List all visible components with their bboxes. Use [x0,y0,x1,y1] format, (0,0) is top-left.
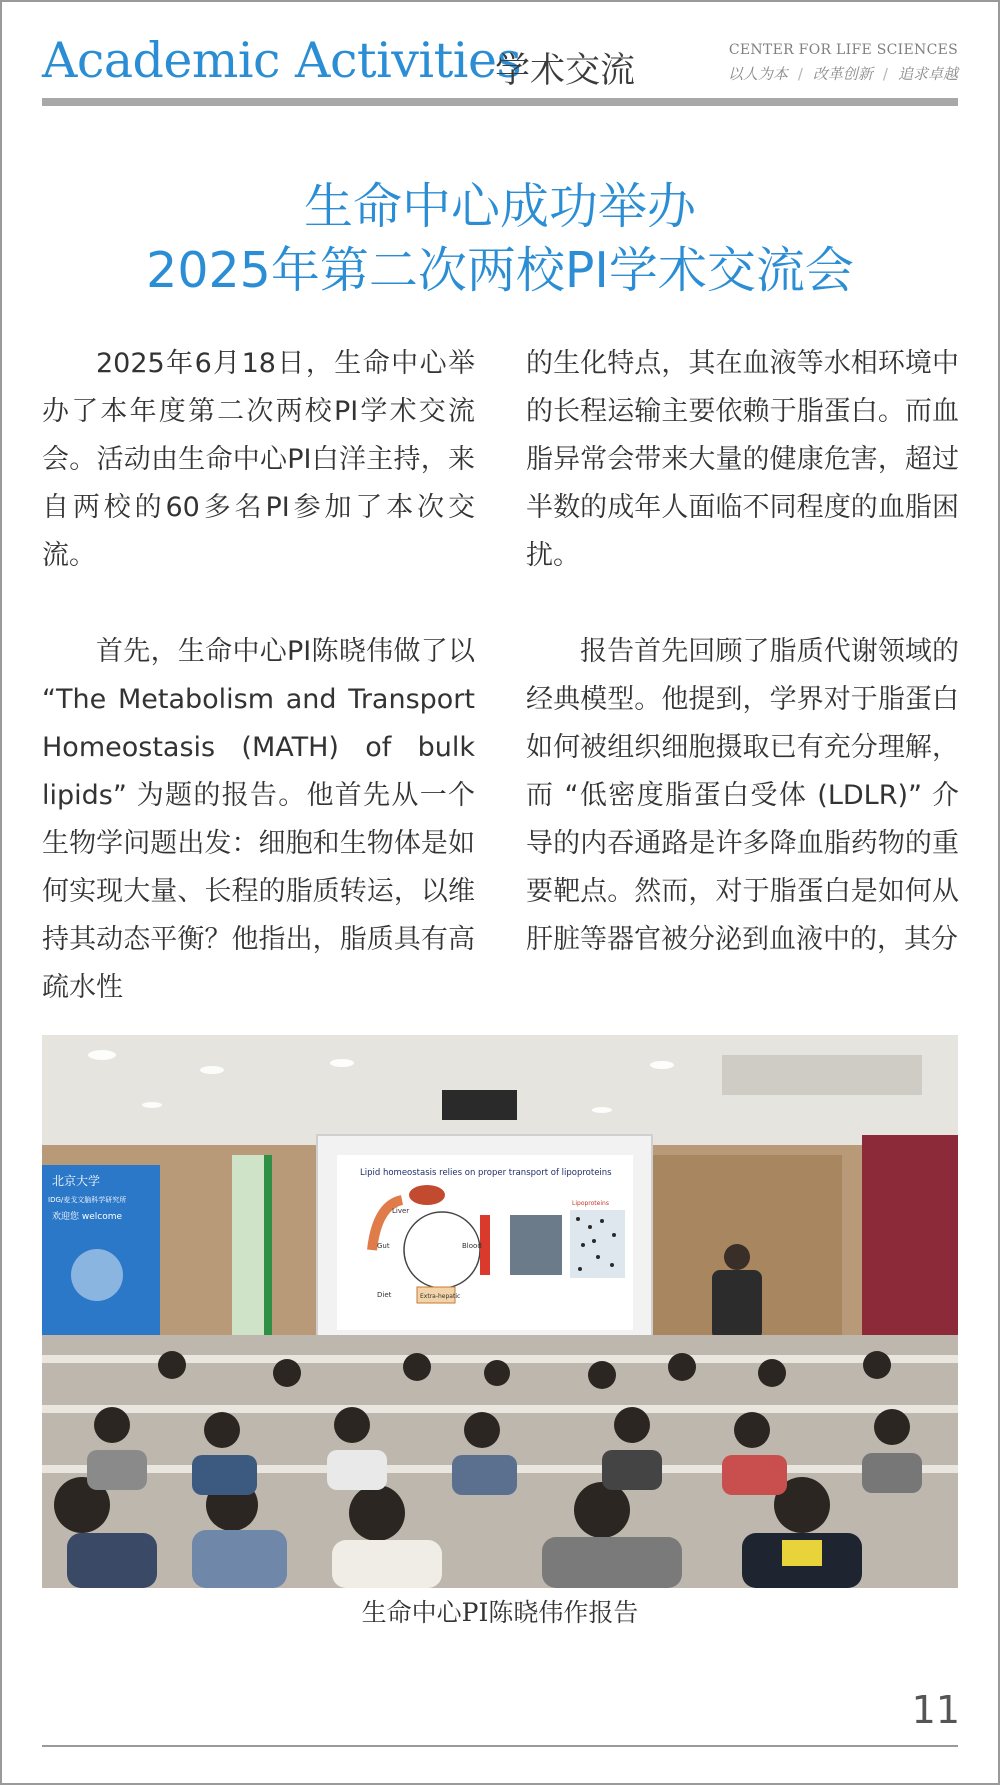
paragraph: 报告首先回顾了脂质代谢领域的经典模型。他提到，学界对于脂蛋白如何被组织细胞摄取已有充分理解，而 “低密度脂蛋白受体 (LDLR)” 介导的内吞通路是许多降血脂药物的重要靶点。然而，对于脂蛋白是如何从肝脏等器官被分泌到血液中的，其分 [526,636,959,955]
footer-rule [42,1745,958,1747]
slide-label: Extra-hepatic [420,1293,461,1300]
page-number: 11 [911,1688,960,1732]
motto-separator: / [882,65,888,83]
slide-label: Lipoproteins [572,1200,609,1207]
banner-text: IDG/麦戈文脑科学研究所 [48,1196,127,1204]
photo-caption: 生命中心PI陈晓伟作报告 [361,1598,639,1627]
motto [728,63,958,84]
motto-separator: / [797,65,803,83]
slide-label: Gut [377,1242,390,1250]
section-title-en: Academic Activities [42,32,522,89]
page-header [42,26,958,108]
article-title-line-1: 生命中心成功举办 [303,178,696,235]
paragraph: 2025年6月18日，生命中心举办了本年度第二次两校PI学术交流会。活动由生命中心PI白洋主持，来自两校的60多名PI参加了本次交流。 [42,348,475,571]
article-title-line-2: 2025年第二次两校PI学术交流会 [146,242,854,299]
slide-label: Blood [462,1242,482,1250]
section-title-cn: 学术交流 [495,51,636,91]
banner-text: 北京大学 [52,1174,101,1188]
event-photo [42,1035,958,1588]
article-column-left [42,340,475,1020]
motto-item: 追求卓越 [897,65,958,83]
banner-text: 欢迎您 welcome [52,1212,123,1222]
slide-label: Liver [392,1207,410,1215]
slide-label: Diet [377,1291,392,1299]
organization-name: CENTER FOR LIFE SCIENCES [728,42,958,58]
header-rule [42,98,958,106]
article-column-right [526,340,959,1020]
slide-title: Lipid homeostasis relies on proper transport of lipoproteins [360,1168,612,1178]
article-title [0,175,1000,303]
motto-item: 以人为本 [727,65,788,83]
paragraph: 的生化特点，其在血液等水相环境中的长程运输主要依赖于脂蛋白。而血脂异常会带来大量的健康危害，超过半数的成年人面临不同程度的血脂困扰。 [526,348,959,571]
motto-item: 改革创新 [812,65,873,83]
paragraph: 首先，生命中心PI陈晓伟做了以 “The Metabolism and Transport Homeostasis (MATH) of bulk lipids” 为题的报告。他首先从一个生物学问题出发：细胞和生物体是如何实现大量、长程的脂质转运，以维持其动态平衡？他指出，脂质具有高疏水性 [42,636,475,1003]
